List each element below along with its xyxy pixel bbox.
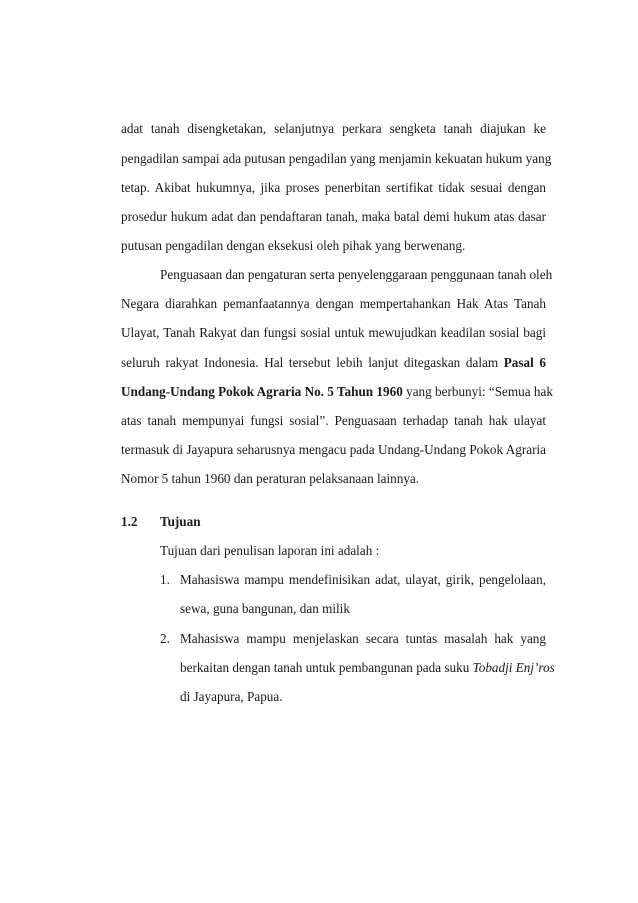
paragraph-2-line-4-text: seluruh rakyat Indonesia. Hal tersebut lebih lanjut ditegaskan dalam xyxy=(121,355,499,370)
paragraph-1-line-2: pengadilan sampai ada putusan pengadilan yang menjamin kekuatan hukum yang xyxy=(121,151,552,166)
list-item-2-line-1: Mahasiswa mampu menjelaskan secara tuntas masalah hak yang xyxy=(180,631,546,646)
list-item-1-line-1: Mahasiswa mampu mendefinisikan adat, ulayat, girik, pengelolaan, xyxy=(180,572,546,587)
paragraph-2-line-8: Nomor 5 tahun 1960 dan peraturan pelaksanaan lainnya. xyxy=(121,471,420,486)
paragraph-2-line-5 xyxy=(121,384,553,400)
list-item-1-line-2: sewa, guna bangunan, dan milik xyxy=(180,601,350,616)
paragraph-2-line-3: Ulayat, Tanah Rakyat dan fungsi sosial untuk mewujudkan keadilan sosial bagi xyxy=(121,325,546,340)
list-item-2-italic-tribe: Tobadji Enj’ros xyxy=(472,660,555,675)
list-item-1-number: 1. xyxy=(160,572,170,587)
paragraph-1-line-5: putusan pengadilan dengan eksekusi oleh pihak yang berwenang. xyxy=(121,238,466,253)
paragraph-2-bold-pasal: Pasal 6 xyxy=(503,355,546,370)
section-intro: Tujuan dari penulisan laporan ini adalah : xyxy=(160,543,380,558)
list-item-2-line-3: di Jayapura, Papua. xyxy=(180,689,283,704)
section-title: Tujuan xyxy=(160,514,201,529)
paragraph-2-line-4 xyxy=(121,355,546,371)
list-item-2-number: 2. xyxy=(160,631,170,646)
list-item-2-line-2-text: berkaitan dengan tanah untuk pembangunan pada suku xyxy=(180,660,470,675)
paragraph-1-line-4: prosedur hukum adat dan pendaftaran tanah, maka batal demi hukum atas dasar xyxy=(121,209,546,224)
paragraph-2-line-7: termasuk di Jayapura seharusnya mengacu pada Undang-Undang Pokok Agraria xyxy=(121,442,546,457)
paragraph-2-line-6: atas tanah mempunyai fungsi sosial”. Penguasaan terhadap tanah hak ulayat xyxy=(121,413,546,428)
paragraph-2-line-5-text: yang berbunyi: “Semua hak xyxy=(406,384,553,399)
list-item-2-line-2 xyxy=(180,660,555,676)
paragraph-1-line-3: tetap. Akibat hukumnya, jika proses penerbitan sertifikat tidak sesuai dengan xyxy=(121,180,546,195)
paragraph-1-line-1: adat tanah disengketakan, selanjutnya perkara sengketa tanah diajukan ke xyxy=(121,121,546,136)
paragraph-2-line-1: Penguasaan dan pengaturan serta penyelenggaraan penggunaan tanah oleh xyxy=(160,267,553,282)
section-number: 1.2 xyxy=(121,514,138,529)
paragraph-2-bold-law: Undang-Undang Pokok Agraria No. 5 Tahun 1960 xyxy=(121,384,403,399)
paragraph-2-line-2: Negara diarahkan pemanfaatannya dengan mempertahankan Hak Atas Tanah xyxy=(121,296,546,311)
